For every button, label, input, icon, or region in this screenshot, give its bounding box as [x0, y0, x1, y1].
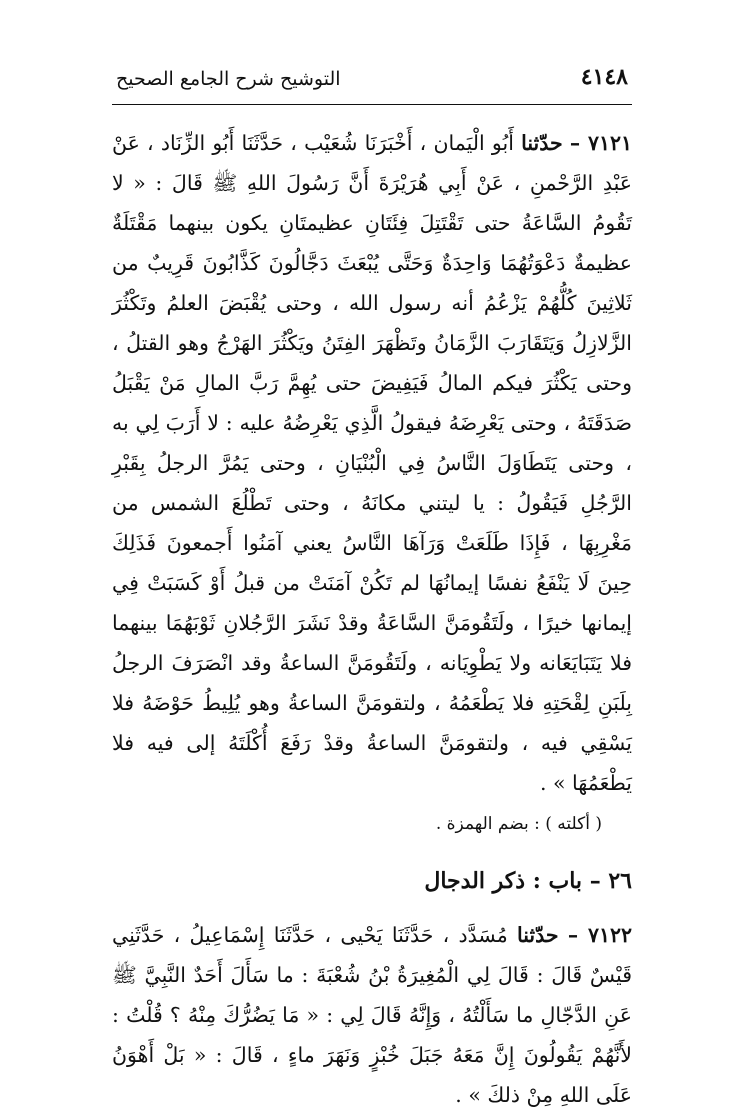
page-number: ٤١٤٨ — [580, 64, 628, 90]
hadith-number: ٧١٢١ – — [569, 131, 632, 155]
page-header — [112, 58, 632, 105]
narration-lead: حدّثنا — [516, 923, 559, 947]
running-title: التوشيح شرح الجامع الصحيح — [116, 68, 341, 90]
hadith-number: ٧١٢٢ – — [567, 923, 632, 947]
chapter-heading: ٢٦ – باب : ذكر الدجال — [424, 868, 632, 894]
page-body — [112, 123, 632, 1115]
hadith-text: مُسَدَّد ، حَدَّثَنَا يَحْيى ، حَدَّثَنَا إِسْمَاعِيلُ ، حَدَّثَنِي قَيْسٌ قَالَ : قَالَ لِي الْمُغِيرَةُ بْنُ شُعْبَةَ : ما سَأَلَ أَحَدٌ النَّبِيَّ ﷺ عَنِ الدَّجّالِ ما سَأَلْتُهُ ، وَإِنَّهُ قَالَ لِي : « مَا يَضُرُّكَ مِنْهُ ؟ قُلْتُ : لأَنَّهُمْ يَقُولُونَ إِنَّ مَعَهُ جَبَلَ خُبْزٍ وَنَهَرَ ماءٍ ، قَالَ : « بَلْ أَهْوَنُ عَلَى اللهِ مِنْ ذلكَ » . — [112, 923, 632, 1107]
narration-lead: حدّثنا — [521, 131, 563, 155]
hadith-7122 — [112, 915, 632, 1115]
hadith-7121 — [112, 123, 632, 803]
gloss-note: ( أكلته ) : بضم الهمزة . — [435, 814, 602, 834]
hadith-text: أَبُو الْيَمان ، أَخْبَرَنَا شُعَيْب ، حَدَّثَنَا أَبُو الزِّنَاد ، عَنْ عَبْدِ الرَّحْمنِ ، عَنْ أَبِي هُرَيْرَةَ أَنَّ رَسُولَ اللهِ ﷺ قَالَ : « لا تَقُومُ السَّاعَةُ حتى تَقْتَتِلَ فِئَتَانِ عظيمتَانِ يكون بينهما مَقْتَلَةٌ عظيمةٌ دَعْوَتُهُمَا وَاحِدَةٌ وَحَتَّى يُبْعَثَ دَجَّالُونَ كَذَّابُونَ قَرِيبٌ من ثَلاثِينَ كُلُّهُمْ يَزْعُمُ أنه رسول الله ، وحتى يُقْبَضَ العلمُ وتَكْثُرَ الزَّلازِلُ وَيَتَقَارَبَ الزَّمَانُ وتَظْهَرَ الفِتَنُ ويَكْثُرَ الهَرْجُ وهو القتلُ ، وحتى يَكْثُرَ فيكم المالُ فَيَفِيضَ حتى يُهِمَّ رَبَّ المالِ مَنْ يَقْبَلُ صَدَقَتَهُ ، وحتى يَعْرِضَهُ فيقولُ الَّذِي يَعْرِضُهُ عليه : لا أَرَبَ لِي به ، وحتى يَتَطَاوَلَ النَّاسُ فِي الْبُنْيَانِ ، وحتى يَمُرَّ الرجلُ بِقَبْرِ الرَّجُلِ فَيَقُولُ : يا ليتني مكانَهُ ، وحتى تَطْلُعَ الشمس من مَغْرِبِهَا ، فَإِذَا طَلَعَتْ وَرَآهَا النَّاسُ يعني آمَنُوا أَجمعونَ فَذَلِكَ حِينَ لَا يَنْفَعُ نفسًا إيمانُهَا لم تَكُنْ آمَنَتْ من قبلُ أَوْ كَسَبَتْ فِي إيمانها خيرًا ، ولَتَقُومَنَّ السَّاعَةُ وقدْ نَشَرَ الرَّجُلانِ ثَوْبَهُمَا بينهما فلا يَتَبَايَعَانه ولا يَطْوِيَانه ، ولَتَقُومَنَّ الساعةُ وقد انْصَرَفَ الرجلُ بِلَبَنِ لِقْحَتِهِ فلا يَطْعَمُهُ ، ولتقومَنَّ الساعةُ وهو يُلِيطُ حَوْضَهُ فلا يَسْقِي فيه ، ولتقومَنَّ الساعةُ وقدْ رَفَعَ أُكْلَتَهُ إلى فيه فلا يَطْعَمُهَا » . — [112, 131, 632, 795]
book-page — [112, 58, 632, 1107]
